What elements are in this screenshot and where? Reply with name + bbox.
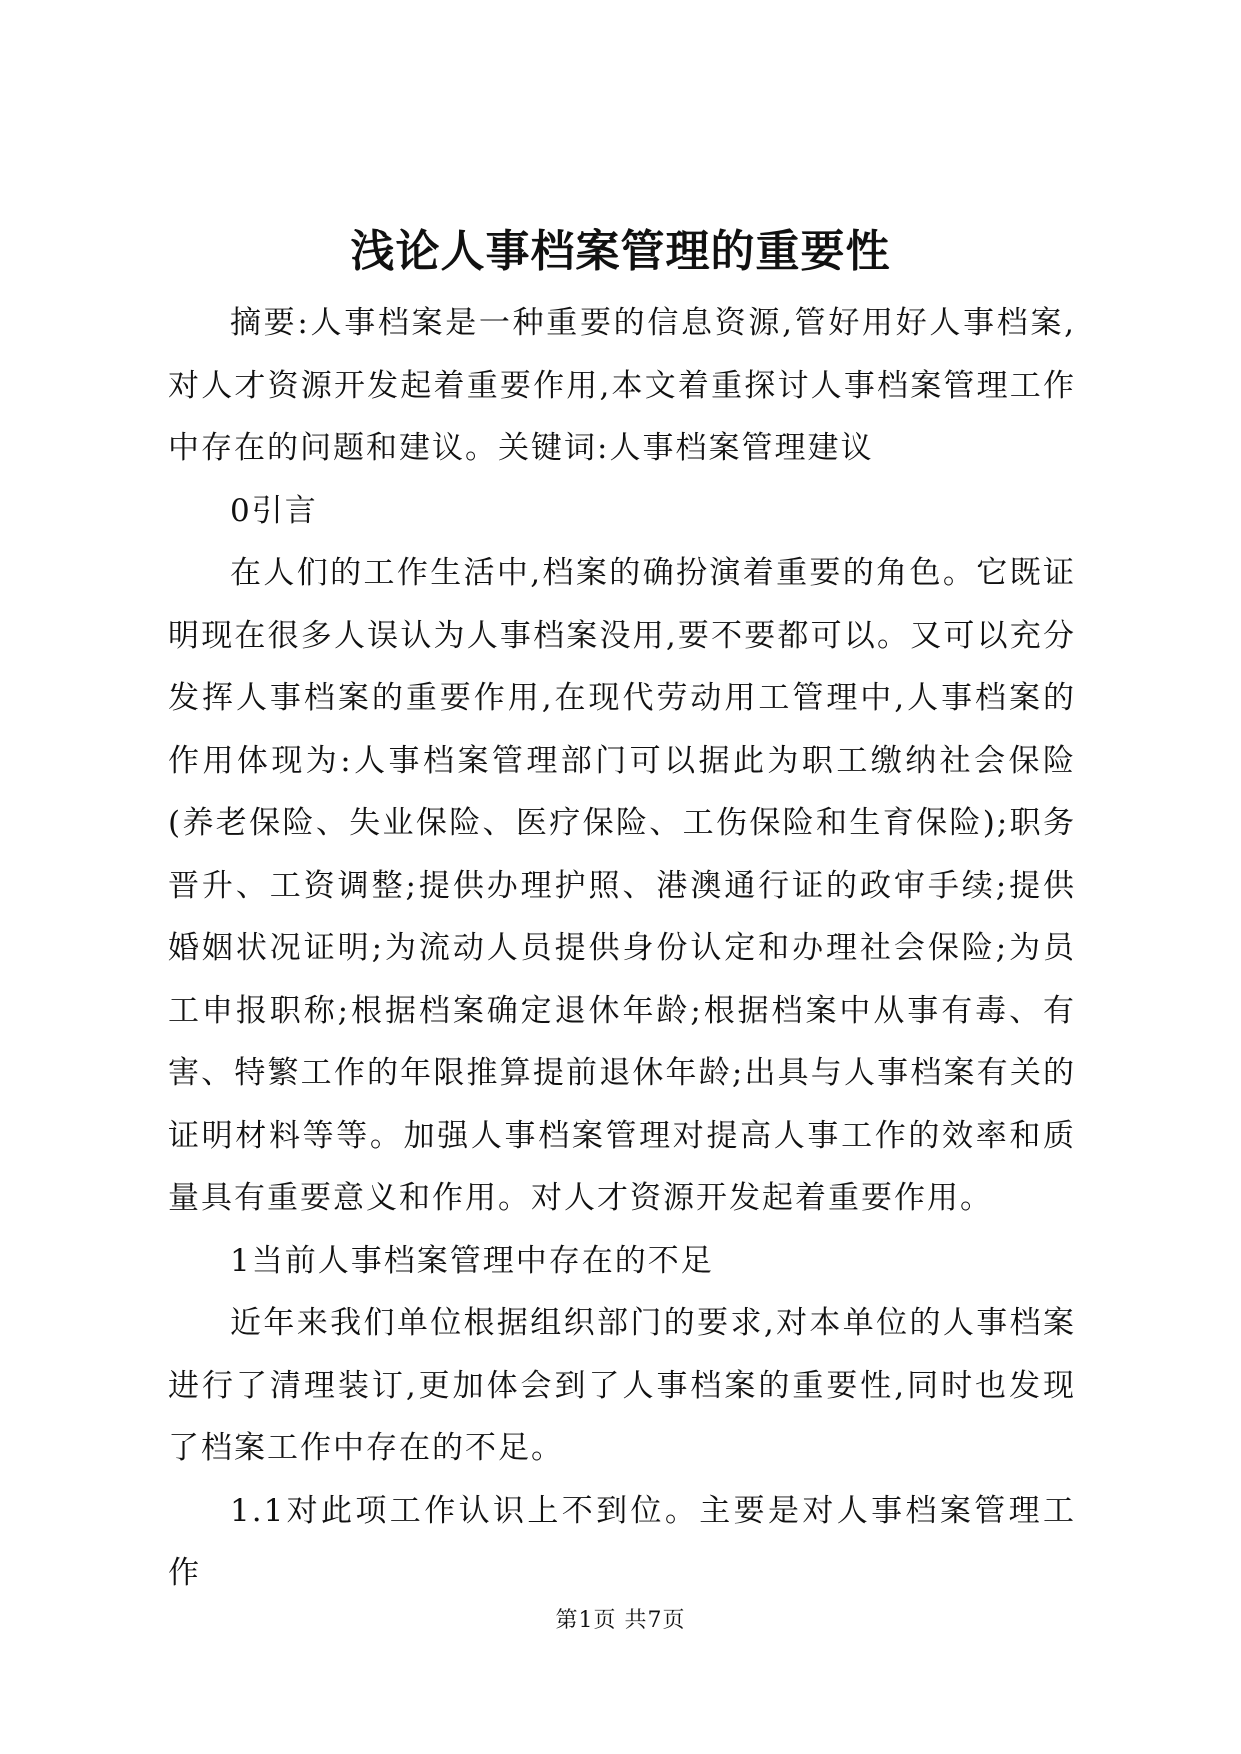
document-title: 浅论人事档案管理的重要性 — [350, 226, 891, 277]
subsection-1-1-paragraph: 1.1对此项工作认识上不到位。主要是对人事档案管理工作 — [168, 1492, 1076, 1591]
abstract-paragraph: 摘要:人事档案是一种重要的信息资源,管好用好人事档案,对人才资源开发起着重要作用,本文着重探讨人事档案管理工作中存在的问题和建议。关键词:人事档案管理建议 — [168, 305, 1076, 466]
section-heading-1: 1当前人事档案管理中存在的不足 — [230, 1242, 714, 1279]
section-1-paragraph: 近年来我们单位根据组织部门的要求,对本单位的人事档案进行了清理装订,更加体会到了人事档案的重要性,同时也发现了档案工作中存在的不足。 — [168, 1305, 1076, 1466]
page-number-footer: 第1页 共7页 — [555, 1608, 686, 1633]
document-body — [168, 292, 1076, 1605]
section-heading-intro: 0引言 — [230, 492, 318, 529]
intro-paragraph: 在人们的工作生活中,档案的确扮演着重要的角色。它既证明现在很多人误认为人事档案没用,要不要都可以。又可以充分发挥人事档案的重要作用,在现代劳动用工管理中,人事档案的作用体现为:人事档案管理部门可以据此为职工缴纳社会保险(养老保险、失业保险、医疗保险、工伤保险和生育保险);职务晋升、工资调整;提供办理护照、港澳通行证的政审手续;提供婚姻状况证明;为流动人员提供身份认定和办理社会保险;为员工申报职称;根据档案确定退休年龄;根据档案中从事有毒、有害、特繁工作的年限推算提前退休年龄;出具与人事档案有关的证明材料等等。加强人事档案管理对提高人事工作的效率和质量具有重要意义和作用。对人才资源开发起着重要作用。 — [168, 555, 1076, 1216]
